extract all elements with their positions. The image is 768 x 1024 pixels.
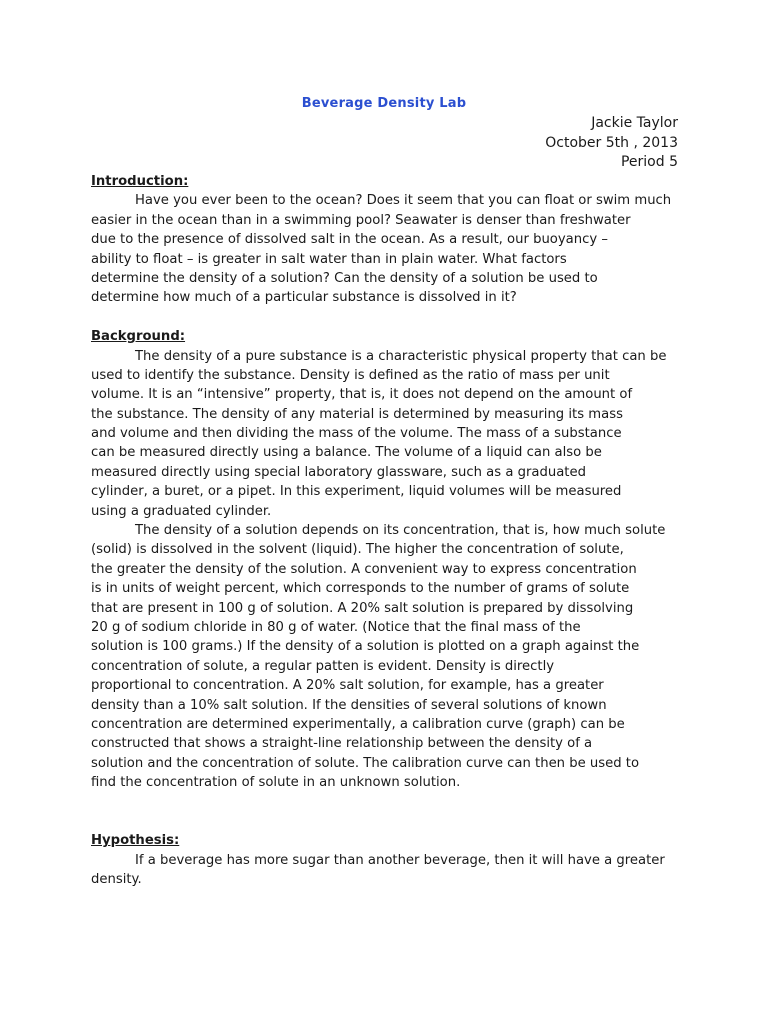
background-line: The density of a solution depends on its concentration, that is, how much solute xyxy=(135,523,666,539)
hypothesis-line: density. xyxy=(91,872,142,888)
author-name: Jackie Taylor xyxy=(591,115,678,131)
background-line: proportional to concentration. A 20% salt solution, for example, has a greater xyxy=(91,678,604,694)
hypothesis-line: If a beverage has more sugar than another beverage, then it will have a greater xyxy=(135,852,665,868)
background-line: cylinder, a buret, or a pipet. In this experiment, liquid volumes will be measured xyxy=(91,484,622,500)
background-line: used to identify the substance. Density is defined as the ratio of mass per unit xyxy=(91,367,610,383)
introduction-line: easier in the ocean than in a swimming pool? Seawater is denser than freshwater xyxy=(91,212,631,228)
background-line: the greater the density of the solution. A convenient way to express concentration xyxy=(91,561,637,577)
background-line: solution is 100 grams.) If the density of a solution is plotted on a graph against the xyxy=(91,639,640,655)
introduction-line: Have you ever been to the ocean? Does it seem that you can float or swim much xyxy=(135,193,672,209)
class-period: Period 5 xyxy=(620,154,678,170)
document-title: Beverage Density Lab xyxy=(301,96,467,111)
background-line: is in units of weight percent, which corresponds to the number of grams of solute xyxy=(91,581,630,597)
introduction-heading: Introduction: xyxy=(91,174,189,189)
introduction-line: due to the presence of dissolved salt in the ocean. As a result, our buoyancy – xyxy=(91,232,608,248)
background-line: the substance. The density of any material is determined by measuring its mass xyxy=(91,406,623,422)
background-line: measured directly using special laboratory glassware, such as a graduated xyxy=(91,464,586,480)
introduction-line: determine how much of a particular substance is dissolved in it? xyxy=(91,290,517,306)
background-line: using a graduated cylinder. xyxy=(91,503,272,519)
background-line: solution and the concentration of solute. The calibration curve can then be used to xyxy=(91,755,640,771)
background-line: can be measured directly using a balance. The volume of a liquid can also be xyxy=(91,445,602,461)
document-body xyxy=(91,172,691,889)
background-line: find the concentration of solute in an unknown solution. xyxy=(91,775,461,791)
background-line: that are present in 100 g of solution. A 20% salt solution is prepared by dissolving xyxy=(91,600,634,616)
background-line: concentration of solute, a regular patten is evident. Density is directly xyxy=(91,658,555,674)
background-line: density than a 10% salt solution. If the densities of several solutions of known xyxy=(91,697,607,713)
background-line: concentration are determined experimentally, a calibration curve (graph) can be xyxy=(91,716,625,732)
report-date: October 5th , 2013 xyxy=(545,134,678,151)
author-info xyxy=(545,114,678,173)
background-line: 20 g of sodium chloride in 80 g of water. (Notice that the final mass of the xyxy=(91,619,581,635)
background-line: and volume and then dividing the mass of the volume. The mass of a substance xyxy=(91,426,622,442)
introduction-line: determine the density of a solution? Can the density of a solution be used to xyxy=(91,270,598,286)
hypothesis-heading: Hypothesis: xyxy=(91,833,180,849)
introduction-line: ability to float – is greater in salt water than in plain water. What factors xyxy=(91,251,567,267)
background-line: volume. It is an “intensive” property, that is, it does not depend on the amount of xyxy=(91,387,633,403)
background-line: The density of a pure substance is a characteristic physical property that can be xyxy=(135,348,667,364)
background-line: (solid) is dissolved in the solvent (liquid). The higher the concentration of solute, xyxy=(91,542,624,558)
background-heading: Background: xyxy=(91,329,186,345)
background-line: constructed that shows a straight-line relationship between the density of a xyxy=(91,736,593,752)
